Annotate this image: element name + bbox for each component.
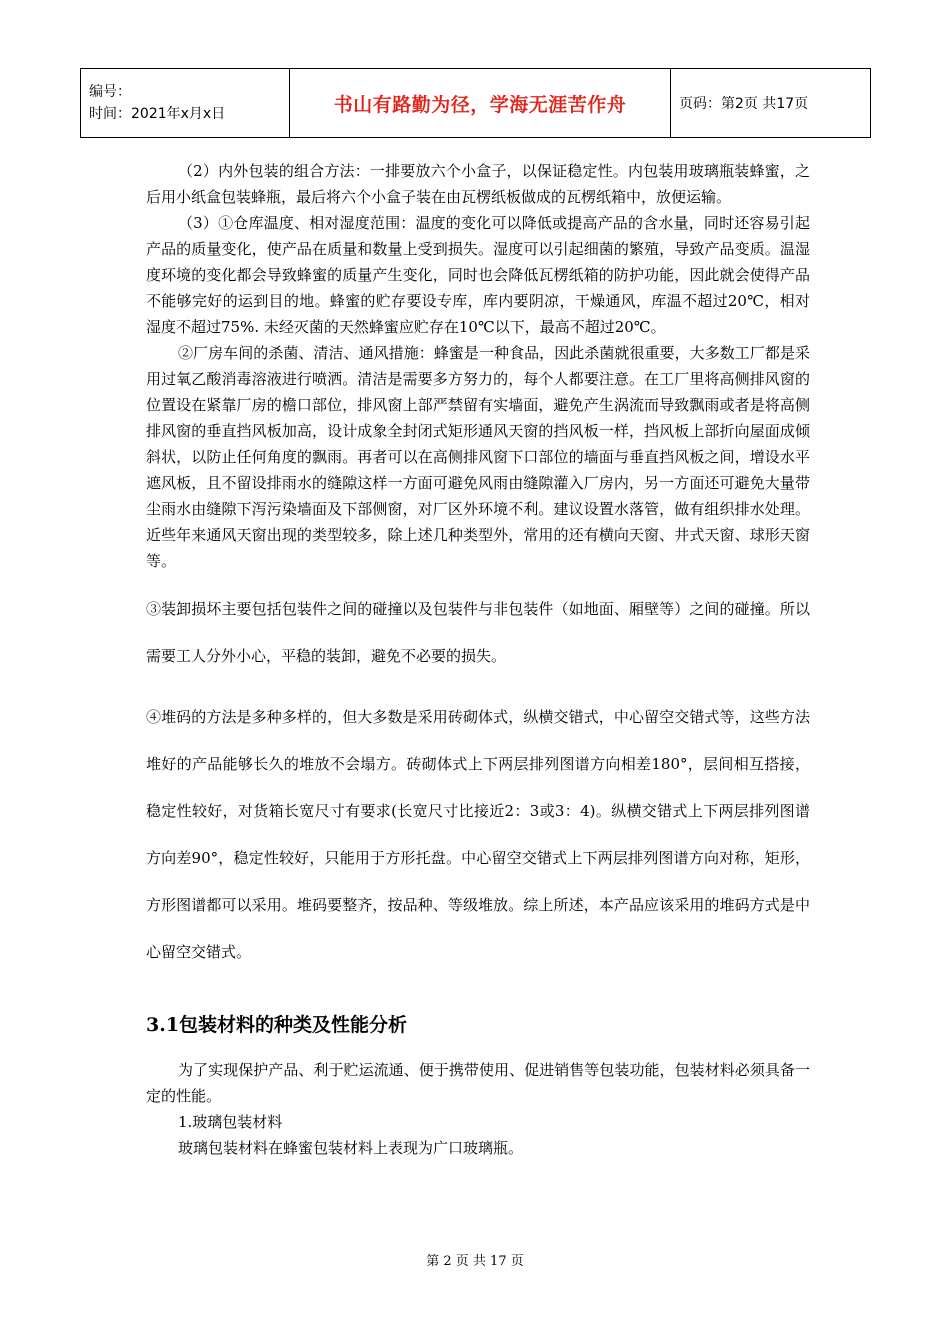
paragraph-workshop-measures: ②厂房车间的杀菌、清洁、通风措施：蜂蜜是一种食品，因此杀菌就很重要，大多数工厂都是采用过氧乙酸消毒溶液进行喷洒。清洁是需要多方努力的，每个人都要注意。在工厂里将高侧排风窗的位置设在紧靠厂房的檐口部位，排风窗上部严禁留有实墙面，避免产生涡流而导致飘雨或者是将高侧排风窗的垂直挡风板加高，设计成象全封闭式矩形通风天窗的挡风板一样，挡风板上部折向屋面成倾斜状，以防止任何角度的飘雨。再者可以在高侧排风窗下口部位的墙面与垂直挡风板之间，增设水平遮风板，且不留设排雨水的缝隙这样一方面可避免风雨由缝隙灌入厂房内，另一方面还可避免大量带尘雨水由缝隙下泻污染墙面及下部侧窗，对厂区外环境不利。建议设置水落管，做有组织排水处理。近些年来通风天窗出现的类型较多，除上述几种类型外，常用的还有横向天窗、井式天窗、球形天窗等。 xyxy=(146,344,810,570)
paragraph-storage-conditions: （3）①仓库温度、相对湿度范围：温度的变化可以降低或提高产品的含水量，同时还容易引起产品的质量变化，使产品在质量和数量上受到损失。湿度可以引起细菌的繁殖，导致产品变质。温湿度环境的变化都会导致蜂蜜的质量产生变化，同时也会降低瓦楞纸箱的防护功能，因此就会使得产品不能够完好的运到目的地。蜂蜜的贮存要设专库，库内要阴凉，干燥通风，库温不超过20℃，相对湿度不超过75%. 未经灭菌的天然蜂蜜应贮存在10℃以下，最高不超过20℃。 xyxy=(146,214,810,336)
header-table xyxy=(80,68,871,138)
paragraph-glass-title: 1.玻璃包装材料 xyxy=(178,1113,283,1131)
document-number-label: 编号： xyxy=(89,84,131,100)
header-page-number: 页码：第2页 共17页 xyxy=(671,69,871,138)
paragraph-material-intro: 为了实现保护产品、利于贮运流通、便于携带使用、促进销售等包装功能，包装材料必须具备一定的性能。 xyxy=(146,1061,810,1105)
section-heading: 3.1包装材料的种类及性能分析 xyxy=(146,1014,408,1036)
paragraph-stacking-methods: ④堆码的方法是多种多样的，但大多数是采用砖砌体式，纵横交错式，中心留空交错式等，这些方法堆好的产品能够长久的堆放不会塌方。砖砌体式上下两层排列图谱方向相差180°，层间相互搭接，稳定性较好，对货箱长宽尺寸有要求(长宽尺寸比接近2：3或3：4)。纵横交错式上下两层排列图谱方向差90°，稳定性较好，只能用于方形托盘。中心留空交错式上下两层排列图谱方向对称，矩形，方形图谱都可以采用。堆码要整齐，按品种、等级堆放。综上所述，本产品应该采用的堆码方式是中心留空交错式。 xyxy=(146,708,810,961)
paragraph-packaging-combination: （2）内外包装的组合方法：一排要放六个小盒子，以保证稳定性。内包装用玻璃瓶装蜂蜜，之后用小纸盒包装蜂瓶，最后将六个小盒子装在由瓦楞纸板做成的瓦楞纸箱中，放便运输。 xyxy=(146,162,810,206)
paragraph-glass-desc: 玻璃包装材料在蜂蜜包装材料上表现为广口玻璃瓶。 xyxy=(178,1139,524,1157)
header-motto: 书山有路勤为径，学海无涯苦作舟 xyxy=(290,69,671,138)
page-footer: 第 2 页 共 17 页 xyxy=(426,1254,524,1269)
header-meta-cell xyxy=(81,69,290,138)
document-date: 时间：2021年x月x日 xyxy=(89,106,226,122)
paragraph-handling-damage: ③装卸损坏主要包括包装件之间的碰撞以及包装件与非包装件（如地面、厢壁等）之间的碰撞。所以需要工人分外小心，平稳的装卸，避免不必要的损失。 xyxy=(146,600,810,665)
document-body xyxy=(146,158,810,1161)
